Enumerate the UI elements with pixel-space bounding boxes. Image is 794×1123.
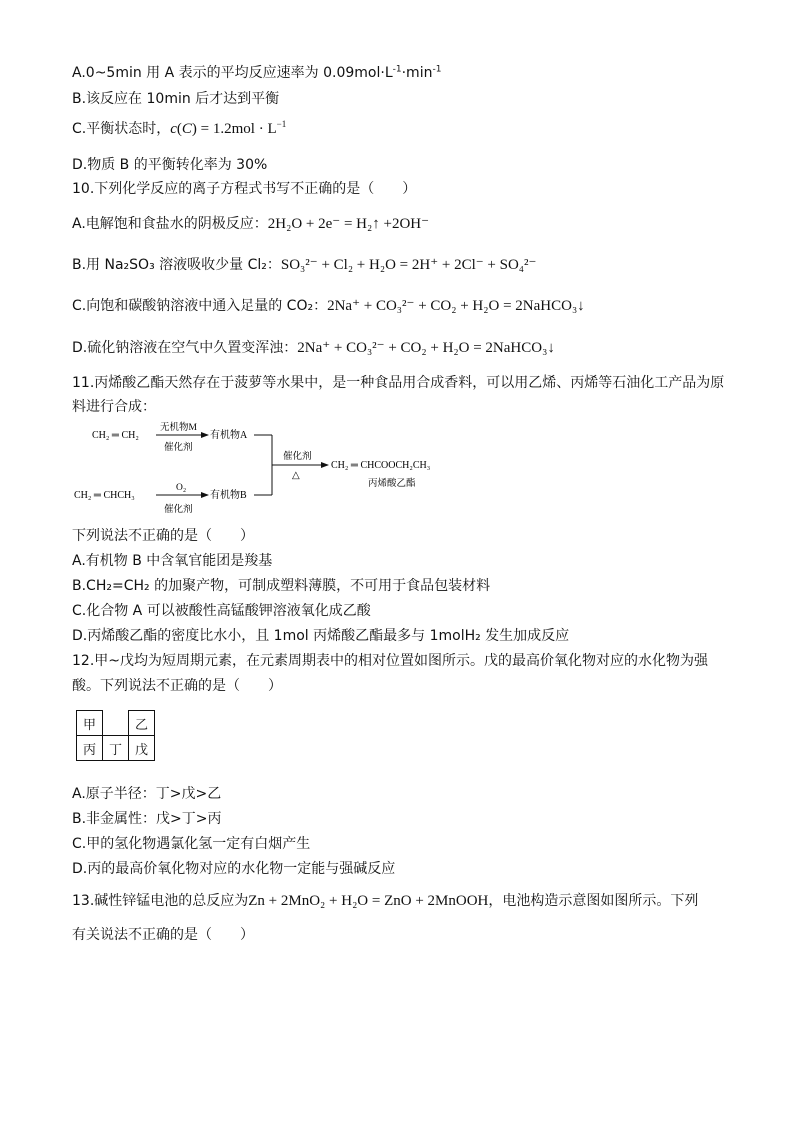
q12-stem-line2: 酸。下列说法不正确的是（ ） <box>72 678 282 694</box>
q11-question: 下列说法不正确的是（ ） <box>72 528 254 544</box>
cell-jia: 甲 <box>77 711 103 736</box>
q12-stem-line1: 12.甲~戊均为短周期元素，在元素周期表中的相对位置如图所示。戊的最高价氧化物对应的水化物为强 <box>72 653 708 669</box>
q10-option-c: C.向饱和碳酸钠溶液中通入足量的 CO₂：2Na⁺ + CO₃²⁻ + CO₂ + H₂O = 2NaHCO₃↓ <box>72 298 585 314</box>
q12-option-a: A.原子半径：丁>戊>乙 <box>72 786 222 802</box>
q10-option-b: B.用 Na₂SO₃ 溶液吸收少量 Cl₂：SO₃²⁻ + Cl₂ + H₂O = 2H⁺ + 2Cl⁻ + SO₄²⁻ <box>72 257 537 273</box>
cell-ding: 丁 <box>103 736 129 761</box>
q9-option-b: B.该反应在 10min 后才达到平衡 <box>72 91 280 107</box>
reagent-m-label: 无机物M <box>160 423 197 433</box>
q9-option-c: C.平衡状态时，$c(C) = 1.2mol \cdot L^{-1}$ <box>72 119 287 137</box>
cell-bing: 丙 <box>77 736 103 761</box>
q12-option-c: C.甲的氢化物遇氯化氢一定有白烟产生 <box>72 836 311 852</box>
q11-stem-line2: 料进行合成： <box>72 399 156 415</box>
q11-option-a: A.有机物 B 中含氧官能团是羧基 <box>72 553 273 569</box>
q9-option-a: A.0~5min 用 A 表示的平均反应速率为 $0.09mol\cdot L^{-1}\cdot\min^{-1}$ <box>72 64 442 81</box>
q11-option-b: B.CH₂=CH₂ 的加聚产物，可制成塑料薄膜，不可用于食品包装材料 <box>72 578 491 594</box>
product-a-label: 有机物A <box>210 430 248 441</box>
cell-yi: 乙 <box>129 711 155 736</box>
q10-option-d: D.硫化钠溶液在空气中久置变浑浊：2Na⁺ + CO₃²⁻ + CO₂ + H₂O = 2NaHCO₃↓ <box>72 340 555 356</box>
q11-option-c: C.化合物 A 可以被酸性高锰酸钾溶液氧化成乙酸 <box>72 603 371 619</box>
cell-wu: 戊 <box>129 736 155 761</box>
q11-option-d: D.丙烯酸乙酯的密度比水小，且 1mol 丙烯酸乙酯最多与 1molH₂ 发生加成反应 <box>72 628 570 644</box>
ethylene-formula: CH₂ ═ CH₂ <box>92 430 139 441</box>
q10-option-a: A.电解饱和食盐水的阴极反应：2H₂O + 2e⁻ = H₂↑ +2OH⁻ <box>72 216 430 232</box>
cell-empty <box>103 711 129 736</box>
q12-option-d: D.丙的最高价氧化物对应的水化物一定能与强碱反应 <box>72 861 396 877</box>
synthesis-route-diagram <box>72 420 472 530</box>
top-catalyst-label: 催化剂 <box>164 443 193 453</box>
q13-stem-line2: 有关说法不正确的是（ ） <box>72 927 254 943</box>
merge-catalyst-label: 催化剂 <box>283 452 312 462</box>
bottom-catalyst-label: 催化剂 <box>164 505 193 515</box>
product-b-label: 有机物B <box>210 490 247 501</box>
reagent-o2-label: O₂ <box>176 483 187 493</box>
q10-stem: 10.下列化学反应的离子方程式书写不正确的是（ ） <box>72 181 417 197</box>
heat-symbol: △ <box>292 470 300 481</box>
q11-stem-line1: 11.丙烯酸乙酯天然存在于菠萝等水果中，是一种食品用合成香料，可以用乙烯、丙烯等石油化工产品为原 <box>72 375 725 391</box>
propylene-formula: CH₂ ═ CHCH₃ <box>74 490 135 501</box>
periodic-position-table <box>76 710 155 761</box>
q12-option-b: B.非金属性：戊>丁>丙 <box>72 811 222 827</box>
q13-stem-line1: 13.碱性锌锰电池的总反应为Zn + 2MnO₂ + H₂O = ZnO + 2MnOOH，电池构造示意图如图所示。下列 <box>72 893 699 909</box>
final-product-name: 丙烯酸乙酯 <box>368 479 416 489</box>
final-product-formula: CH₂ ═ CHCOOCH₂CH₃ <box>331 460 431 471</box>
q9-option-d: D.物质 B 的平衡转化率为 30% <box>72 157 268 173</box>
